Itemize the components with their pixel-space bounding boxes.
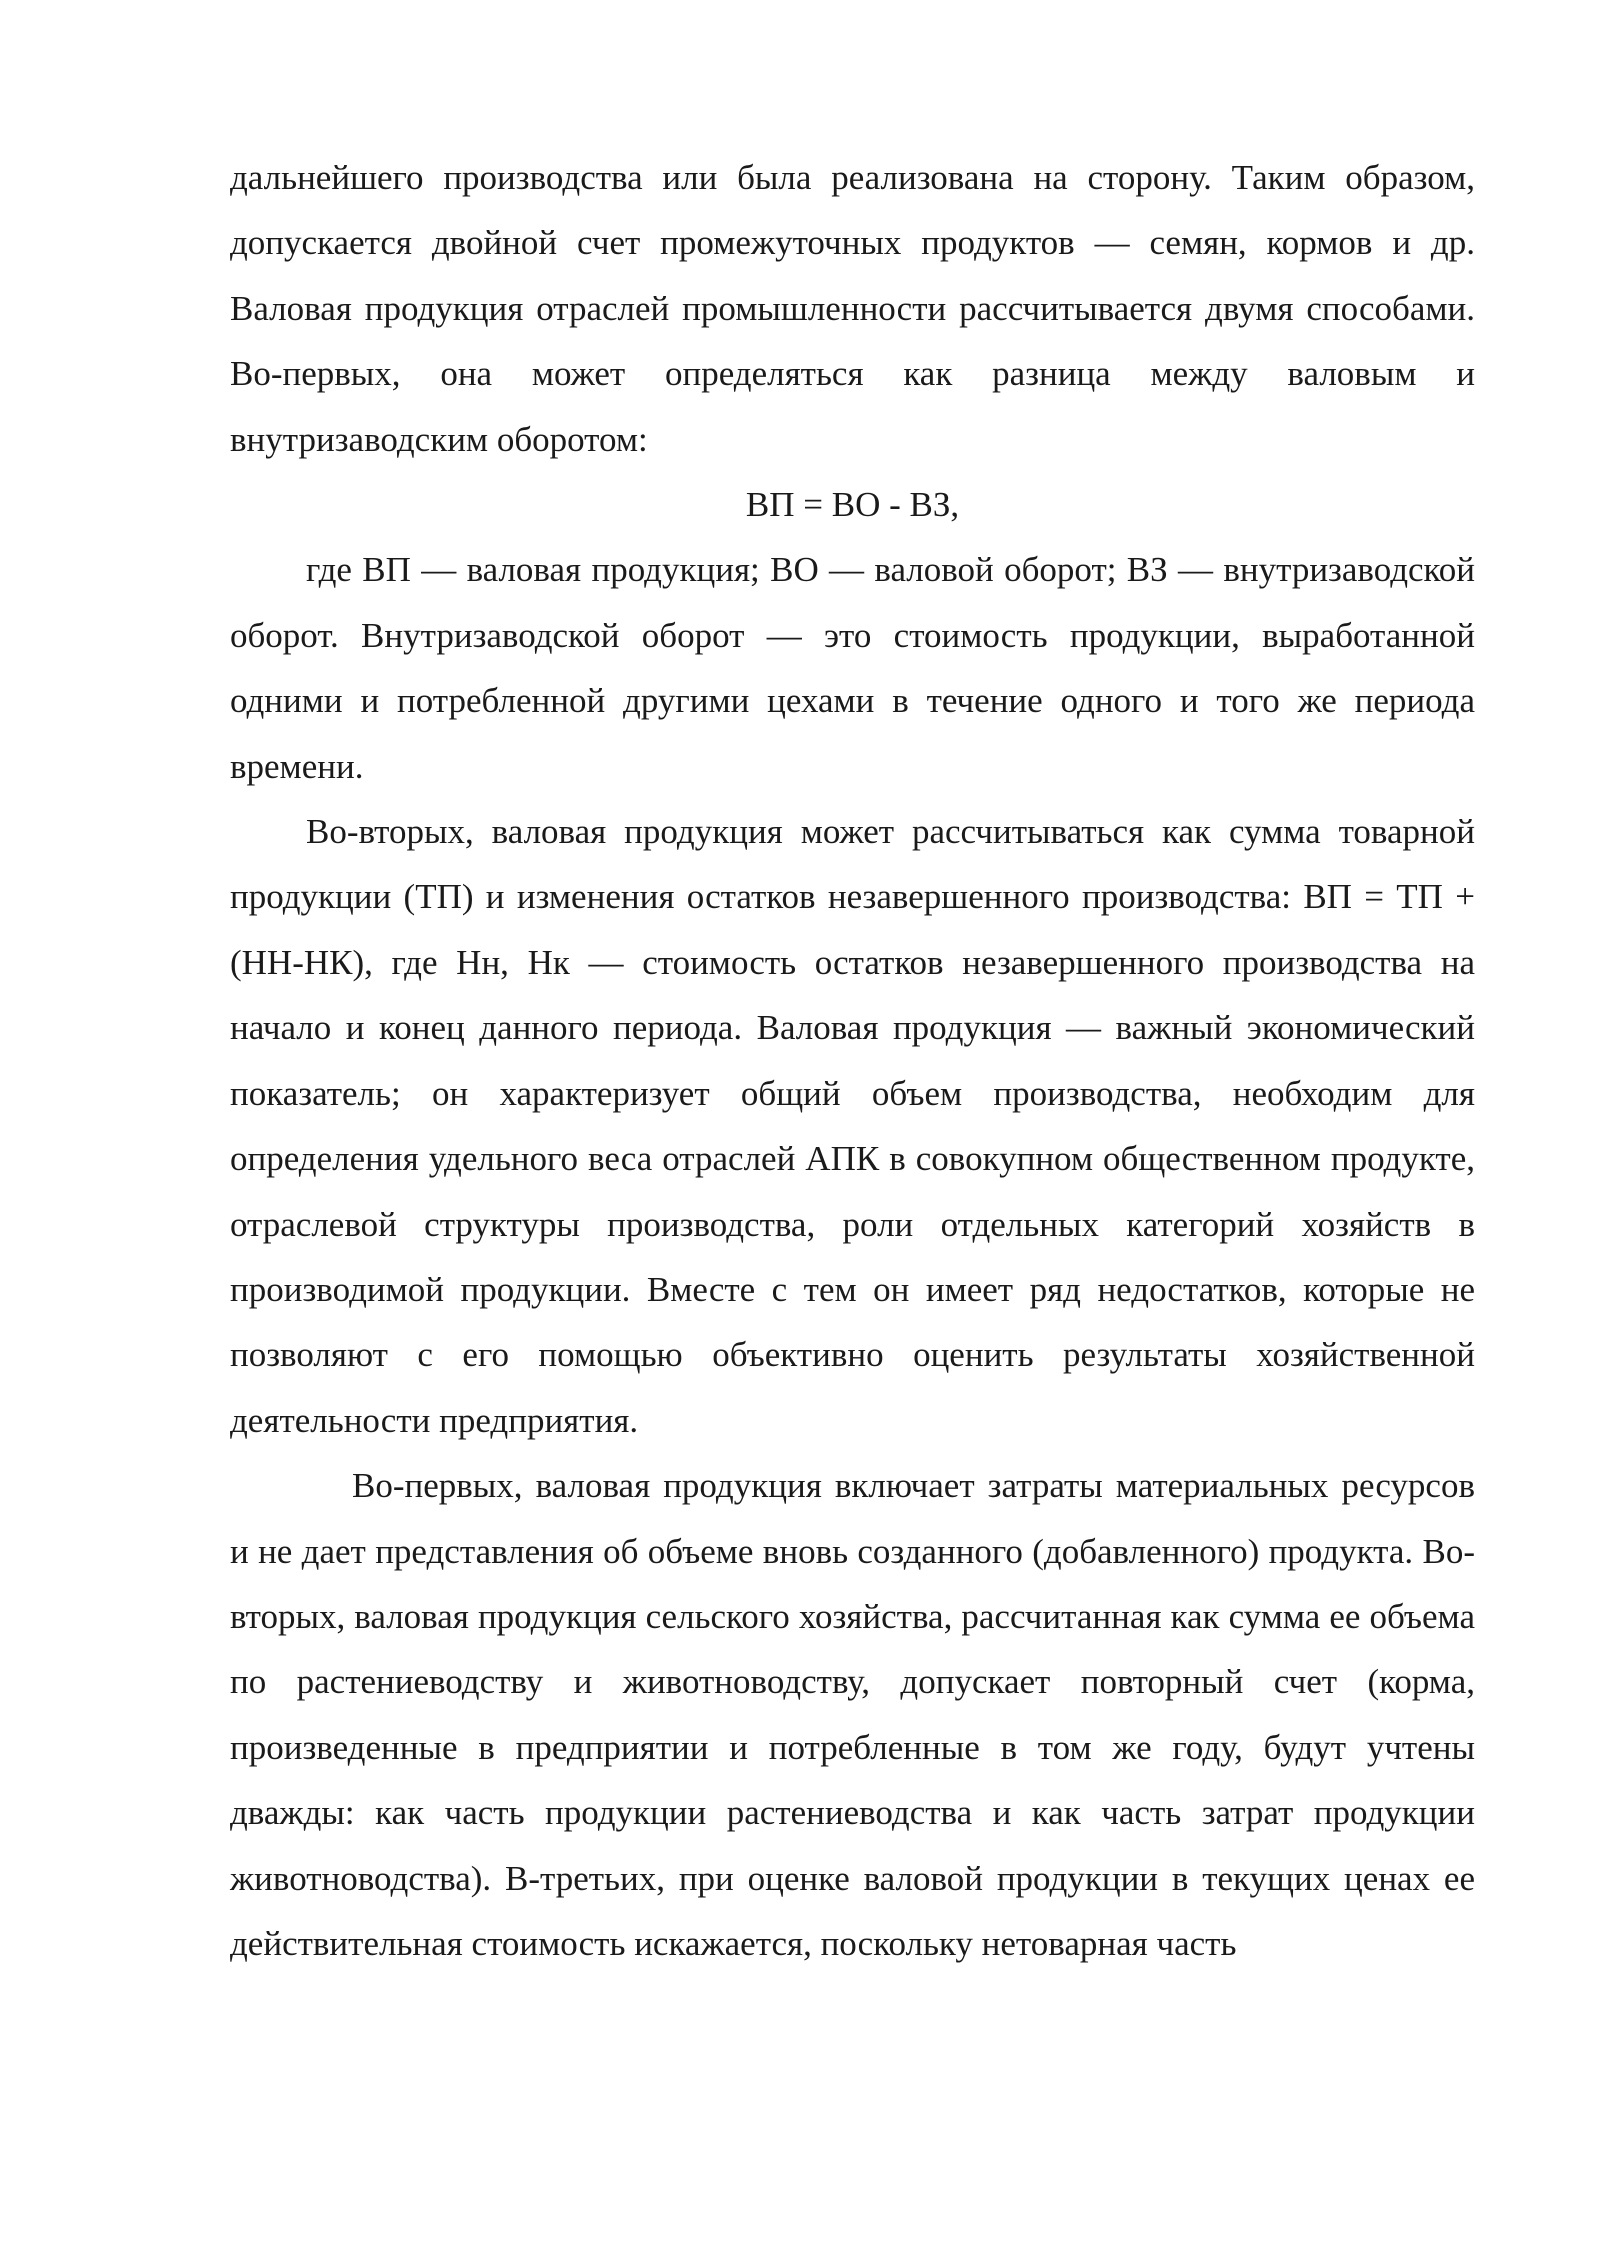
document-page (230, 145, 1475, 1976)
paragraph-formula-legend: где ВП — валовая продукция; ВО — валовой оборот; ВЗ — внутризаводской оборот. Внутризаводской оборот — это стоимость продукции, выработанной одними и потребленной другими цехами в течение одного и того же периода времени. (230, 550, 1475, 786)
paragraph-continuation: дальнейшего производства или была реализована на сторону. Таким образом, допускается двойной счет промежуточных продуктов — семян, кормов и др. Валовая продукция отраслей промышленности рассчитывается двумя способами. Во-первых, она может определяться как разница между валовым и внутризаводским оборотом: (230, 158, 1475, 459)
paragraph-second-method: Во-вторых, валовая продукция может рассчитываться как сумма товарной продукции (ТП) и изменения остатков незавершенного производства: ВП = ТП + (НН-НК), где Нн, Нк — стоимость остатков незавершенного производства на начало и конец данного периода. Валовая продукция — важный экономический показатель; он характеризует общий объем производства, необходим для определения удельного веса отраслей АПК в совокупном общественном продукте, отраслевой структуры производства, роли отдельных категорий хозяйств в производимой продукции. Вместе с тем он имеет ряд недостатков, которые не позволяют с его помощью объективно оценить результаты хозяйственной деятельности предприятия. (230, 812, 1475, 1440)
formula-gross-output: ВП = ВО - ВЗ, (745, 485, 960, 525)
paragraph-drawbacks: Во-первых, валовая продукция включает затраты материальных ресурсов и не дает представления об объеме вновь созданного (добавленного) продукта. Во-вторых, валовая продукция сельского хозяйства, рассчитанная как сумма ее объема по растениеводству и животноводству, допускает повторный счет (корма, произведенные в предприятии и потребленные в том же году, будут учтены дважды: как часть продукции растениеводства и как часть затрат продукции животноводства). В-третьих, при оценке валовой продукции в текущих ценах ее действительная стоимость искажается, поскольку нетоварная часть (230, 1466, 1475, 1963)
